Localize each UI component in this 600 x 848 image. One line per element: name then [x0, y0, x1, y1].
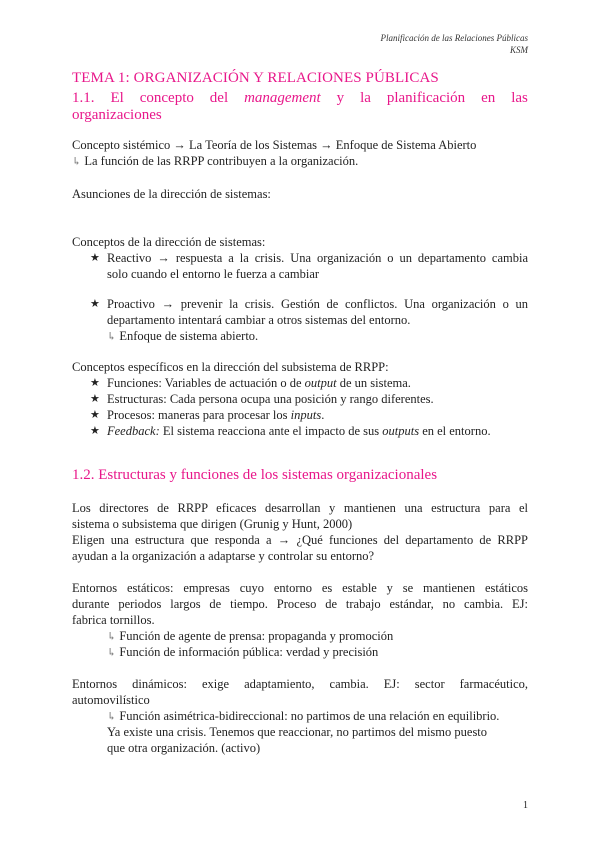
star-bullet-icon: ★ — [90, 298, 100, 310]
section-1-word: y — [336, 90, 345, 106]
list-item-text: Funciones: Variables de actuación o de — [107, 376, 305, 390]
list-item — [107, 628, 393, 645]
list-heading: Conceptos específicos en la dirección del subsistema de RRPP: — [72, 360, 389, 374]
section-1-title — [72, 90, 528, 107]
list-item-continuation — [107, 328, 258, 345]
section-1-word: management — [244, 90, 321, 106]
list-item-text: Función de información pública: verdad y precisión — [119, 645, 379, 659]
paragraph-line: Los directores de RRPP eficaces desarrollan y mantienen una estructura para el — [72, 501, 528, 515]
section-1-title-line2: organizaciones — [72, 107, 162, 123]
paragraph-line — [72, 153, 358, 170]
list-item-emphasis: outputs — [382, 424, 420, 438]
list-item: Estructuras: Cada persona ocupa una posición y rango diferentes. — [107, 392, 434, 406]
list-item: Reactivo → respuesta a la crisis. Una organización o un departamento cambia — [107, 251, 528, 265]
star-bullet-icon: ★ — [90, 425, 100, 437]
list-item-continuation: Ya existe una crisis. Tenemos que reaccionar, no partimos del mismo puesto — [107, 725, 488, 739]
paragraph-line: Entornos dinámicos: exige adaptamiento, cambia. EJ: sector farmacéutico, — [72, 677, 528, 691]
paragraph-line: fabrica tornillos. — [72, 613, 155, 627]
list-heading: Conceptos de la dirección de sistemas: — [72, 235, 266, 249]
list-item-text: Procesos: maneras para procesar los — [107, 408, 291, 422]
list-item-text: . — [321, 408, 325, 422]
paragraph-line: durante periodos largos de tiempo. Proceso de trabajo estándar, no cambia. EJ: — [72, 597, 528, 611]
section-1-word: la — [360, 90, 371, 106]
section-1-number: 1.1. — [72, 90, 95, 106]
star-bullet-icon: ★ — [90, 252, 100, 264]
list-item-text: Función de agente de prensa: propaganda y promoción — [119, 629, 394, 643]
return-arrow-icon: ↳ — [107, 711, 117, 723]
star-bullet-icon: ★ — [90, 393, 100, 405]
list-item — [107, 644, 378, 661]
page-number: 1 — [523, 800, 528, 811]
return-arrow-icon: ↳ — [72, 156, 82, 168]
section-1-word: del — [209, 90, 229, 106]
list-item-text: Función asimétrica-bidireccional: no partimos de una relación en equilibrio. — [119, 709, 500, 723]
paragraph-line: Concepto sistémico → La Teoría de los Sistemas → Enfoque de Sistema Abierto — [72, 138, 477, 152]
section-1-word: en — [481, 90, 496, 106]
star-bullet-icon: ★ — [90, 409, 100, 421]
list-item — [107, 708, 499, 725]
list-item — [107, 375, 411, 391]
header-title: Planificación de las Relaciones Públicas — [380, 33, 528, 43]
list-item — [107, 407, 324, 423]
list-item-emphasis: output — [304, 376, 337, 390]
list-item-text: Enfoque de sistema abierto. — [119, 329, 259, 343]
page-title: TEMA 1: ORGANIZACIÓN Y RELACIONES PÚBLICAS — [72, 70, 439, 86]
paragraph-text: La función de las RRPP contribuyen a la organización. — [84, 154, 359, 168]
paragraph-line: automovilístico — [72, 693, 150, 707]
section-2-title: 1.2. Estructuras y funciones de los sistemas organizacionales — [72, 467, 438, 483]
return-arrow-icon: ↳ — [107, 331, 117, 343]
paragraph-line: ayudan a la organización a adaptarse y controlar su entorno? — [72, 549, 375, 563]
section-1-word: El — [110, 90, 124, 106]
header-initials: KSM — [510, 45, 528, 55]
section-1-word: planificación — [386, 90, 466, 106]
section-1-word: concepto — [139, 90, 194, 106]
list-item-emphasis: inputs — [290, 408, 322, 422]
list-item: Proactivo → prevenir la crisis. Gestión de conflictos. Una organización o un — [107, 297, 528, 311]
list-item-text: en el entorno. — [419, 424, 491, 438]
list-item-text: de un sistema. — [336, 376, 411, 390]
list-item — [107, 423, 491, 439]
list-item-continuation: departamento intentará cambiar a otros sistemas del entorno. — [107, 313, 411, 327]
return-arrow-icon: ↳ — [107, 647, 117, 659]
section-1-word: las — [511, 90, 528, 106]
list-item-continuation: que otra organización. (activo) — [107, 741, 261, 755]
paragraph-line: Eligen una estructura que responda a → ¿Qué funciones del departamento de RRPP — [72, 533, 528, 547]
return-arrow-icon: ↳ — [107, 631, 117, 643]
list-item-continuation: solo cuando el entorno le fuerza a cambiar — [107, 267, 320, 281]
list-item-text: El sistema reacciona ante el impacto de sus — [159, 424, 383, 438]
paragraph-line: Asunciones de la dirección de sistemas: — [72, 187, 271, 201]
star-bullet-icon: ★ — [90, 377, 100, 389]
paragraph-line: sistema o subsistema que dirigen (Grunig y Hunt, 2000) — [72, 517, 353, 531]
paragraph-line: Entornos estáticos: empresas cuyo entorno es estable y se mantienen estáticos — [72, 581, 528, 595]
list-item-emphasis: Feedback: — [107, 424, 160, 438]
